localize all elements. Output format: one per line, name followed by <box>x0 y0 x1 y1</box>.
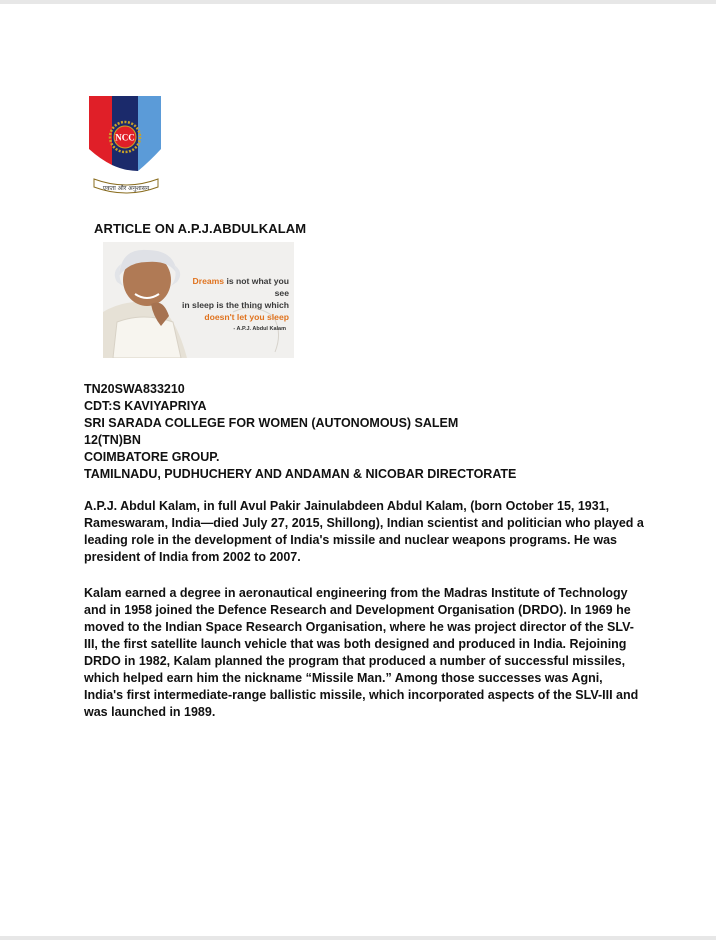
paragraph: A.P.J. Abdul Kalam, in full Avul Pakir Jainulabdeen Abdul Kalam, (born October 15, 1931, Rameswaram, India—died July 27, 2015, Shillong), Indian scientist and politician who played a leading role in the development of India's missile and nuclear weapons programs. He was president of India from 2002 to 2007. <box>84 499 644 564</box>
quote-line-1: is not what you see <box>224 276 289 298</box>
kalam-quote-image <box>103 242 294 358</box>
info-line: COIMBATORE GROUP. <box>84 450 220 464</box>
document-page <box>0 4 716 936</box>
cadet-info-block <box>84 381 516 483</box>
quote-line-2: in sleep is the thing which <box>182 300 289 310</box>
info-line: TAMILNADU, PUDHUCHERY AND ANDAMAN & NICOBAR DIRECTORATE <box>84 467 517 481</box>
ncc-emblem-icon <box>86 93 166 201</box>
info-line: 12(TN)BN <box>84 433 141 447</box>
info-line: SRI SARADA COLLEGE FOR WOMEN (AUTONOMOUS) SALEM <box>84 416 459 430</box>
paragraph: Kalam earned a degree in aeronautical engineering from the Madras Institute of Technology and in 1958 joined the Defence Research and Development Organisation (DRDO). In 1969 he moved to the Indian Space Research Organisation, where he was project director of the SLV-III, the first satellite launch vehicle that was both designed and produced in India. Rejoining DRDO in 1982, Kalam planned the program that produced a number of successful missiles, which helped earn him the nickname “Missile Man.” Among those successes was Agni, India's first intermediate-range ballistic missile, which incorporated aspects of the SLV-III and was launched in 1989. <box>84 586 639 719</box>
emblem-motto: एकता और अनुशासन <box>102 185 150 192</box>
quote-line-3: doesn't let you sleep <box>204 312 289 322</box>
article-heading: ARTICLE ON A.P.J.ABDULKALAM <box>94 221 307 236</box>
quote-highlight-word: Dreams <box>192 276 225 286</box>
info-line: TN20SWA833210 <box>84 382 185 396</box>
info-line: CDT:S KAVIYAPRIYA <box>84 399 207 413</box>
bottom-edge <box>0 936 716 940</box>
quote-author: - A.P.J. Abdul Kalam <box>233 326 286 332</box>
emblem-text: NCC <box>115 132 135 143</box>
quote-text <box>177 275 289 323</box>
